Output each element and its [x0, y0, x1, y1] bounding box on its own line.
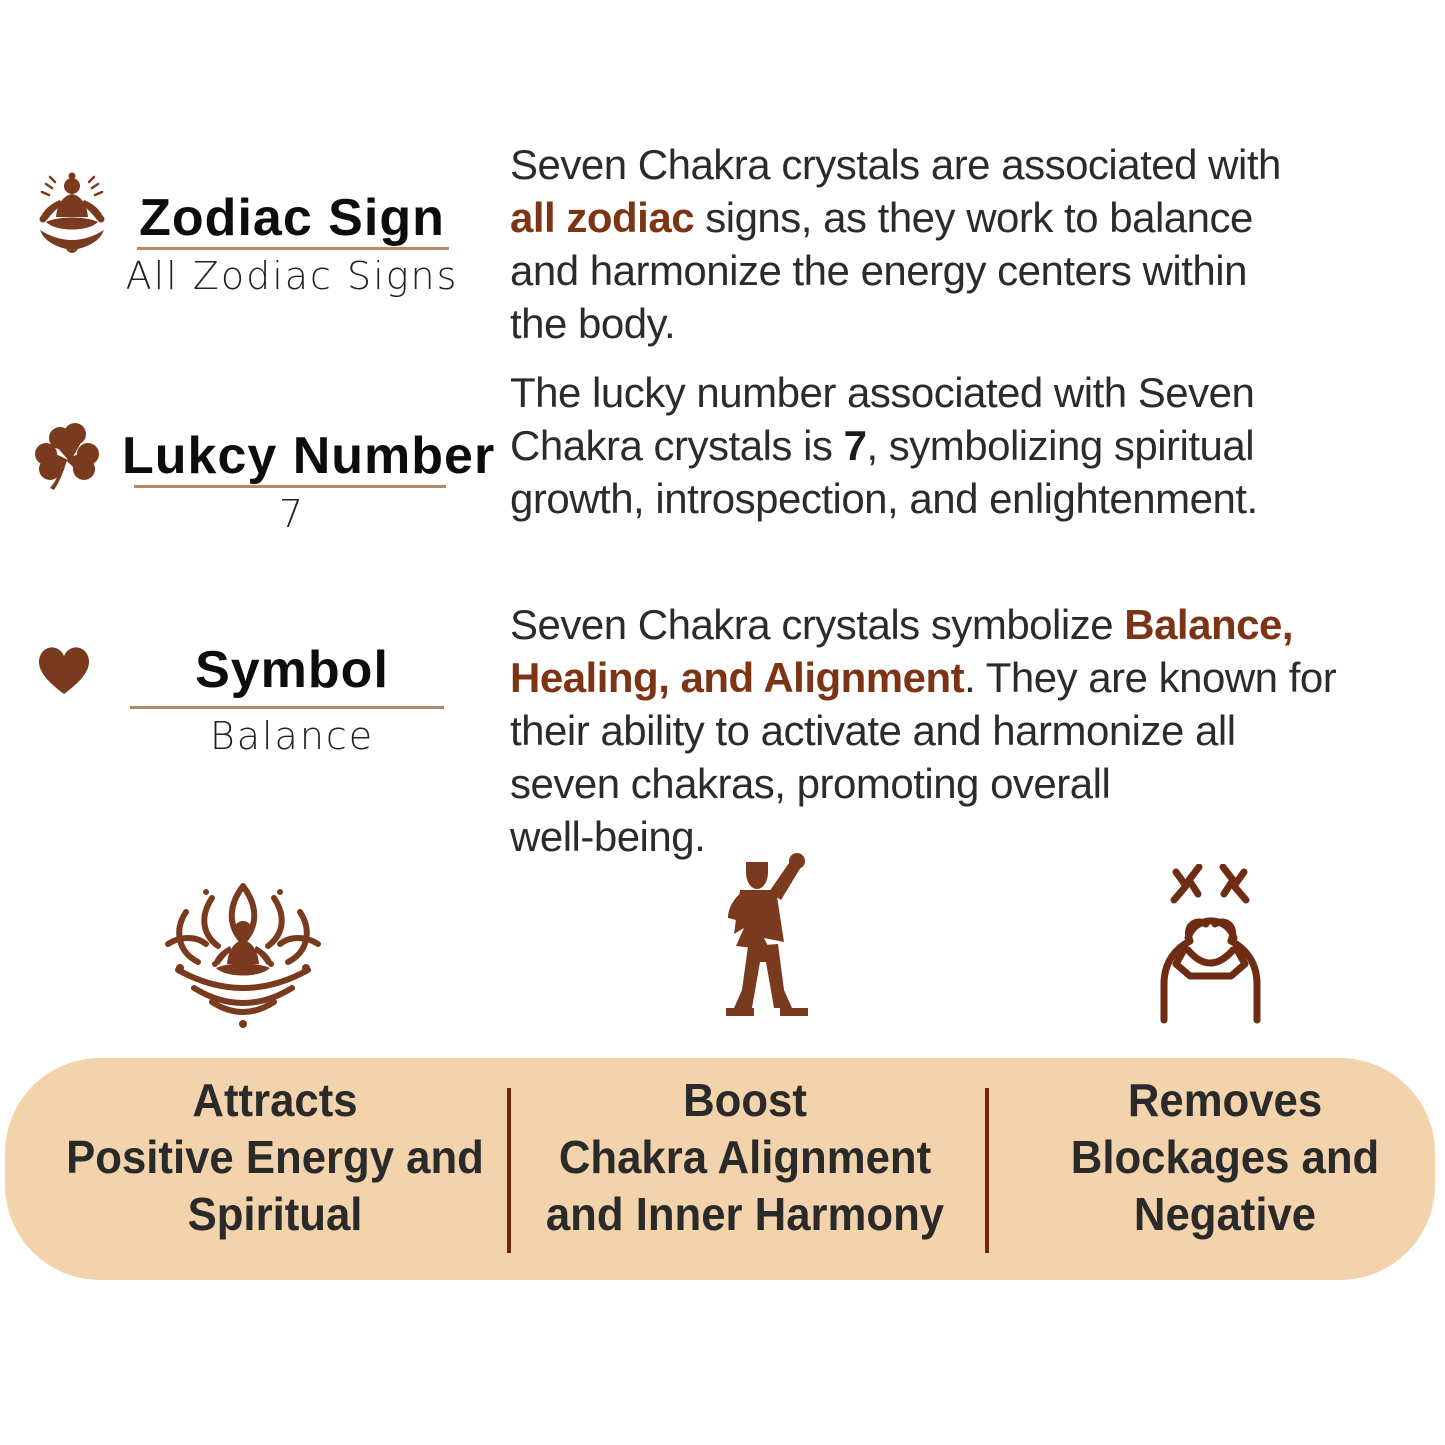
paragraph-line: their ability to activate and harmonize all [510, 707, 1236, 754]
paragraph-line: Seven Chakra crystals symbolize Balance, [510, 601, 1293, 648]
paragraph-line: The lucky number associated with Seven [510, 369, 1255, 416]
paragraph-line: Chakra crystals is 7, symbolizing spiritual [510, 422, 1255, 469]
zodiac-sign-value: All Zodiac Signs [125, 254, 459, 298]
meditating-buddha-icon [26, 170, 118, 276]
benefit-line: Spiritual [187, 1188, 363, 1240]
heart-icon [32, 638, 96, 698]
superhero-icon [712, 850, 822, 1035]
benefit-line: Positive Energy and [66, 1131, 484, 1183]
benefit-line: Attracts [192, 1074, 358, 1126]
benefits-divider-left [507, 1088, 511, 1253]
benefit-boost [522, 1072, 969, 1243]
benefit-line: Chakra Alignment [558, 1131, 932, 1183]
zodiac-paragraph [510, 138, 1410, 350]
paragraph-line: and harmonize the energy centers within [510, 247, 1247, 294]
lucky-number-title: Lukcy Number [122, 427, 496, 485]
zodiac-sign-title: Zodiac Sign [139, 189, 445, 247]
symbol-paragraph [510, 598, 1410, 863]
paragraph-line: all zodiac signs, as they work to balance [510, 194, 1253, 241]
stressed-person-icon [1138, 864, 1283, 1026]
paragraph-line: growth, introspection, and enlightenment. [510, 475, 1258, 522]
benefit-line: Boost [683, 1074, 807, 1126]
benefit-line: Negative [1133, 1188, 1317, 1240]
benefits-divider-right [985, 1088, 989, 1253]
symbol-underline [130, 706, 444, 709]
clover-icon [34, 422, 100, 496]
paragraph-line: the body. [510, 300, 676, 347]
paragraph-line: seven chakras, promoting overall [510, 760, 1111, 807]
lucky-number-underline [134, 485, 446, 488]
benefit-attracts [61, 1072, 489, 1243]
paragraph-line: Seven Chakra crystals are associated with [510, 141, 1281, 188]
zodiac-sign-underline [137, 247, 449, 250]
benefit-line: Removes [1127, 1074, 1323, 1126]
benefit-removes [1011, 1072, 1439, 1243]
symbol-value: Balance [209, 714, 375, 758]
lucky-number-paragraph [510, 366, 1410, 525]
benefit-line: and Inner Harmony [545, 1188, 945, 1240]
lotus-meditation-icon [160, 878, 326, 1030]
paragraph-line: well-being. [510, 813, 706, 860]
benefit-line: Blockages and [1070, 1131, 1380, 1183]
paragraph-line: Healing, and Alignment. They are known for [510, 654, 1337, 701]
lucky-number-value: 7 [278, 492, 306, 536]
symbol-title: Symbol [195, 641, 389, 699]
